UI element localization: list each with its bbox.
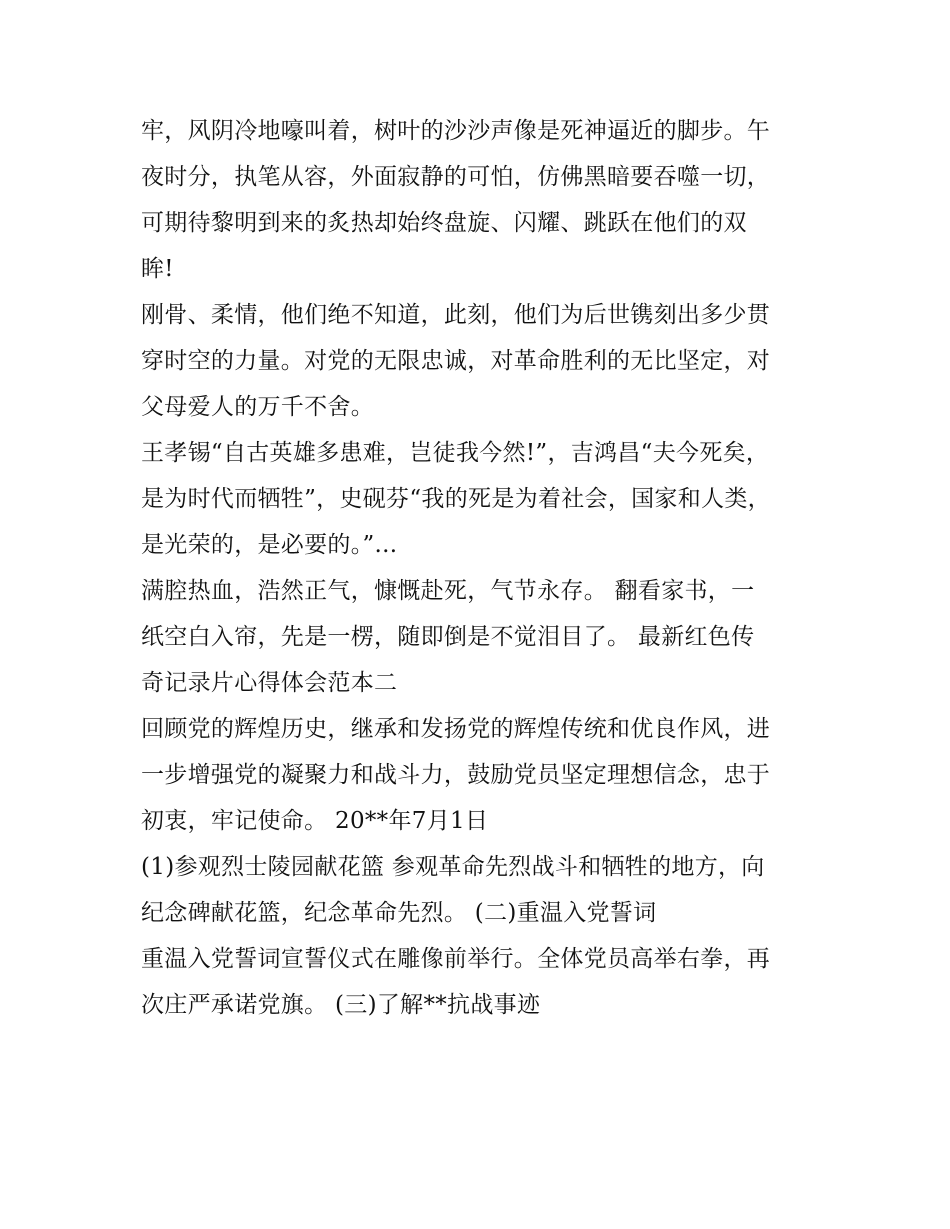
text-line: (1)参观烈士陵园献花篮 参观革命先烈战斗和牺牲的地方，向 [141,854,765,880]
text-line: 父母爱人的万千不舍。 [141,394,374,420]
text-line: 纪念碑献花篮，纪念革命先烈。 (二)重温入党誓词 [141,900,657,926]
text-line: 回顾党的辉煌历史，继承和发扬党的辉煌传统和优良作风，进 [141,716,771,742]
text-line: 是光荣的，是必要的。”... [141,532,398,558]
section-heading: 奇记录片心得体会范本二 [141,670,398,696]
text-line: 可期待黎明到来的炙热却始终盘旋、闪耀、跳跃在他们的双 [141,210,747,236]
text-line: 是为时代而牺牲”，史砚芬“我的死是为着社会，国家和人类， [141,486,771,512]
text-line: 重温入党誓词宣誓仪式在雕像前举行。全体党员高举右拳，再 [141,946,771,972]
document-body [141,108,821,1028]
text-line: 满腔热血，浩然正气，慷慨赴死，气节永存。 翻看家书，一 [141,578,755,604]
text-line: 次庄严承诺党旗。 (三)了解**抗战事迹 [141,992,541,1018]
text-line: 初衷，牢记使命。 20**年7月1日 [141,808,489,834]
text-line: 纸空白入帘，先是一楞，随即倒是不觉泪目了。 最新红色传 [141,624,755,650]
text-line: 夜时分，执笔从容，外面寂静的可怕，仿佛黑暗要吞噬一切， [141,164,771,190]
text-line: 眸! [141,256,174,282]
text-line: 王孝锡“自古英雄多患难，岂徒我今然!”，吉鸿昌“夫今死矣， [141,440,770,466]
text-line: 刚骨、柔情，他们绝不知道，此刻，他们为后世镌刻出多少贯 [141,302,771,328]
text-line: 牢，风阴冷地嚎叫着，树叶的沙沙声像是死神逼近的脚步。午 [141,118,771,144]
text-line: 穿时空的力量。对党的无限忠诚，对革命胜利的无比坚定，对 [141,348,771,374]
text-line: 一步增强党的凝聚力和战斗力，鼓励党员坚定理想信念，忠于 [141,762,771,788]
